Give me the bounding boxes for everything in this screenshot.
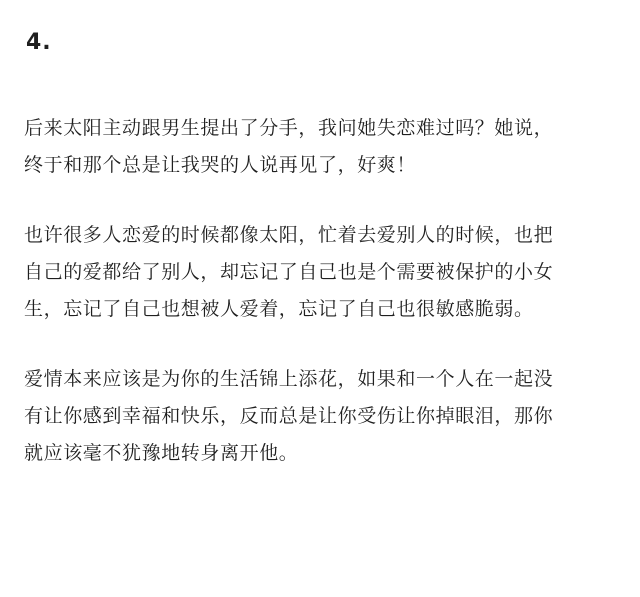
paragraph-breakup: [24, 110, 616, 184]
text-line: 就应该毫不犹豫地转身离开他。: [24, 442, 299, 464]
text-line: 自己的爱都给了别人，却忘记了自己也是个需要被保护的小女: [24, 261, 554, 283]
paragraph-love-should: [24, 361, 616, 472]
text-line: 也许很多人恋爱的时候都像太阳，忙着去爱别人的时候，也把: [24, 224, 554, 246]
section-number-heading: 4.: [26, 30, 52, 55]
text-line: 后来太阳主动跟男生提出了分手，我问她失恋难过吗？她说，: [24, 117, 554, 139]
paragraph-love-like-sun: [24, 217, 616, 328]
text-line: 有让你感到幸福和快乐，反而总是让你受伤让你掉眼泪，那你: [24, 405, 554, 427]
text-line: 生，忘记了自己也想被人爱着，忘记了自己也很敏感脆弱。: [24, 298, 534, 320]
text-line: 终于和那个总是让我哭的人说再见了，好爽！: [24, 154, 417, 176]
text-line: 爱情本来应该是为你的生活锦上添花，如果和一个人在一起没: [24, 368, 554, 390]
